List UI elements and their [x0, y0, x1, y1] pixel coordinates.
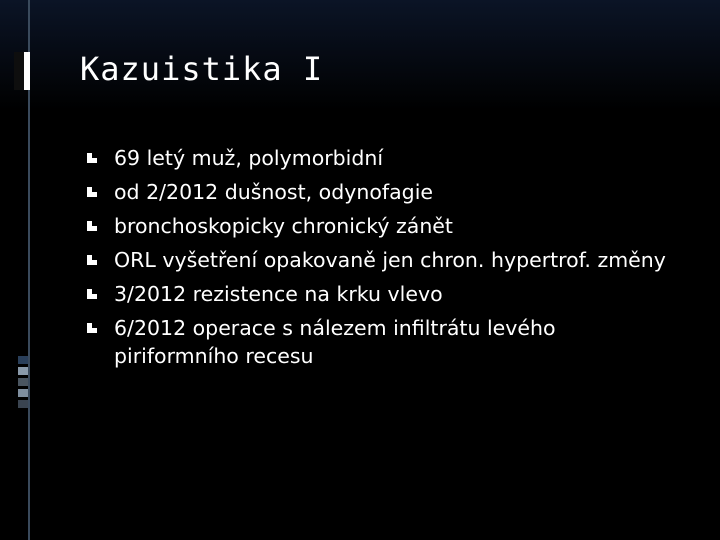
bullet-item: [86, 144, 686, 172]
square-bullet-icon: [86, 220, 98, 232]
bullet-item: [86, 178, 686, 206]
accent-squares: [18, 356, 28, 411]
accent-square: [18, 367, 28, 375]
accent-square: [18, 378, 28, 386]
square-bullet-icon: [86, 152, 98, 164]
square-bullet-icon: [86, 322, 98, 334]
bullet-text: 6/2012 operace s nálezem infiltrátu levého piriformního recesu: [114, 316, 556, 368]
bullet-item: [86, 212, 686, 240]
square-bullet-icon: [86, 186, 98, 198]
bullet-text: 3/2012 rezistence na krku vlevo: [114, 282, 443, 306]
square-bullet-icon: [86, 288, 98, 300]
bullet-list: [86, 144, 686, 376]
bullet-text: od 2/2012 dušnost, odynofagie: [114, 180, 434, 204]
bullet-text: bronchoskopicky chronický zánět: [114, 214, 453, 238]
accent-square: [18, 389, 28, 397]
slide-title: Kazuistika I: [80, 50, 324, 88]
bullet-item: [86, 280, 686, 308]
bullet-item: [86, 314, 686, 370]
bullet-text: ORL vyšetření opakovaně jen chron. hypertrof. změny: [114, 248, 666, 272]
accent-square: [18, 400, 28, 408]
bullet-text: 69 letý muž, polymorbidní: [114, 146, 384, 170]
square-bullet-icon: [86, 254, 98, 266]
accent-square: [18, 356, 28, 364]
title-accent-block: [14, 52, 30, 90]
bullet-item: [86, 246, 686, 274]
